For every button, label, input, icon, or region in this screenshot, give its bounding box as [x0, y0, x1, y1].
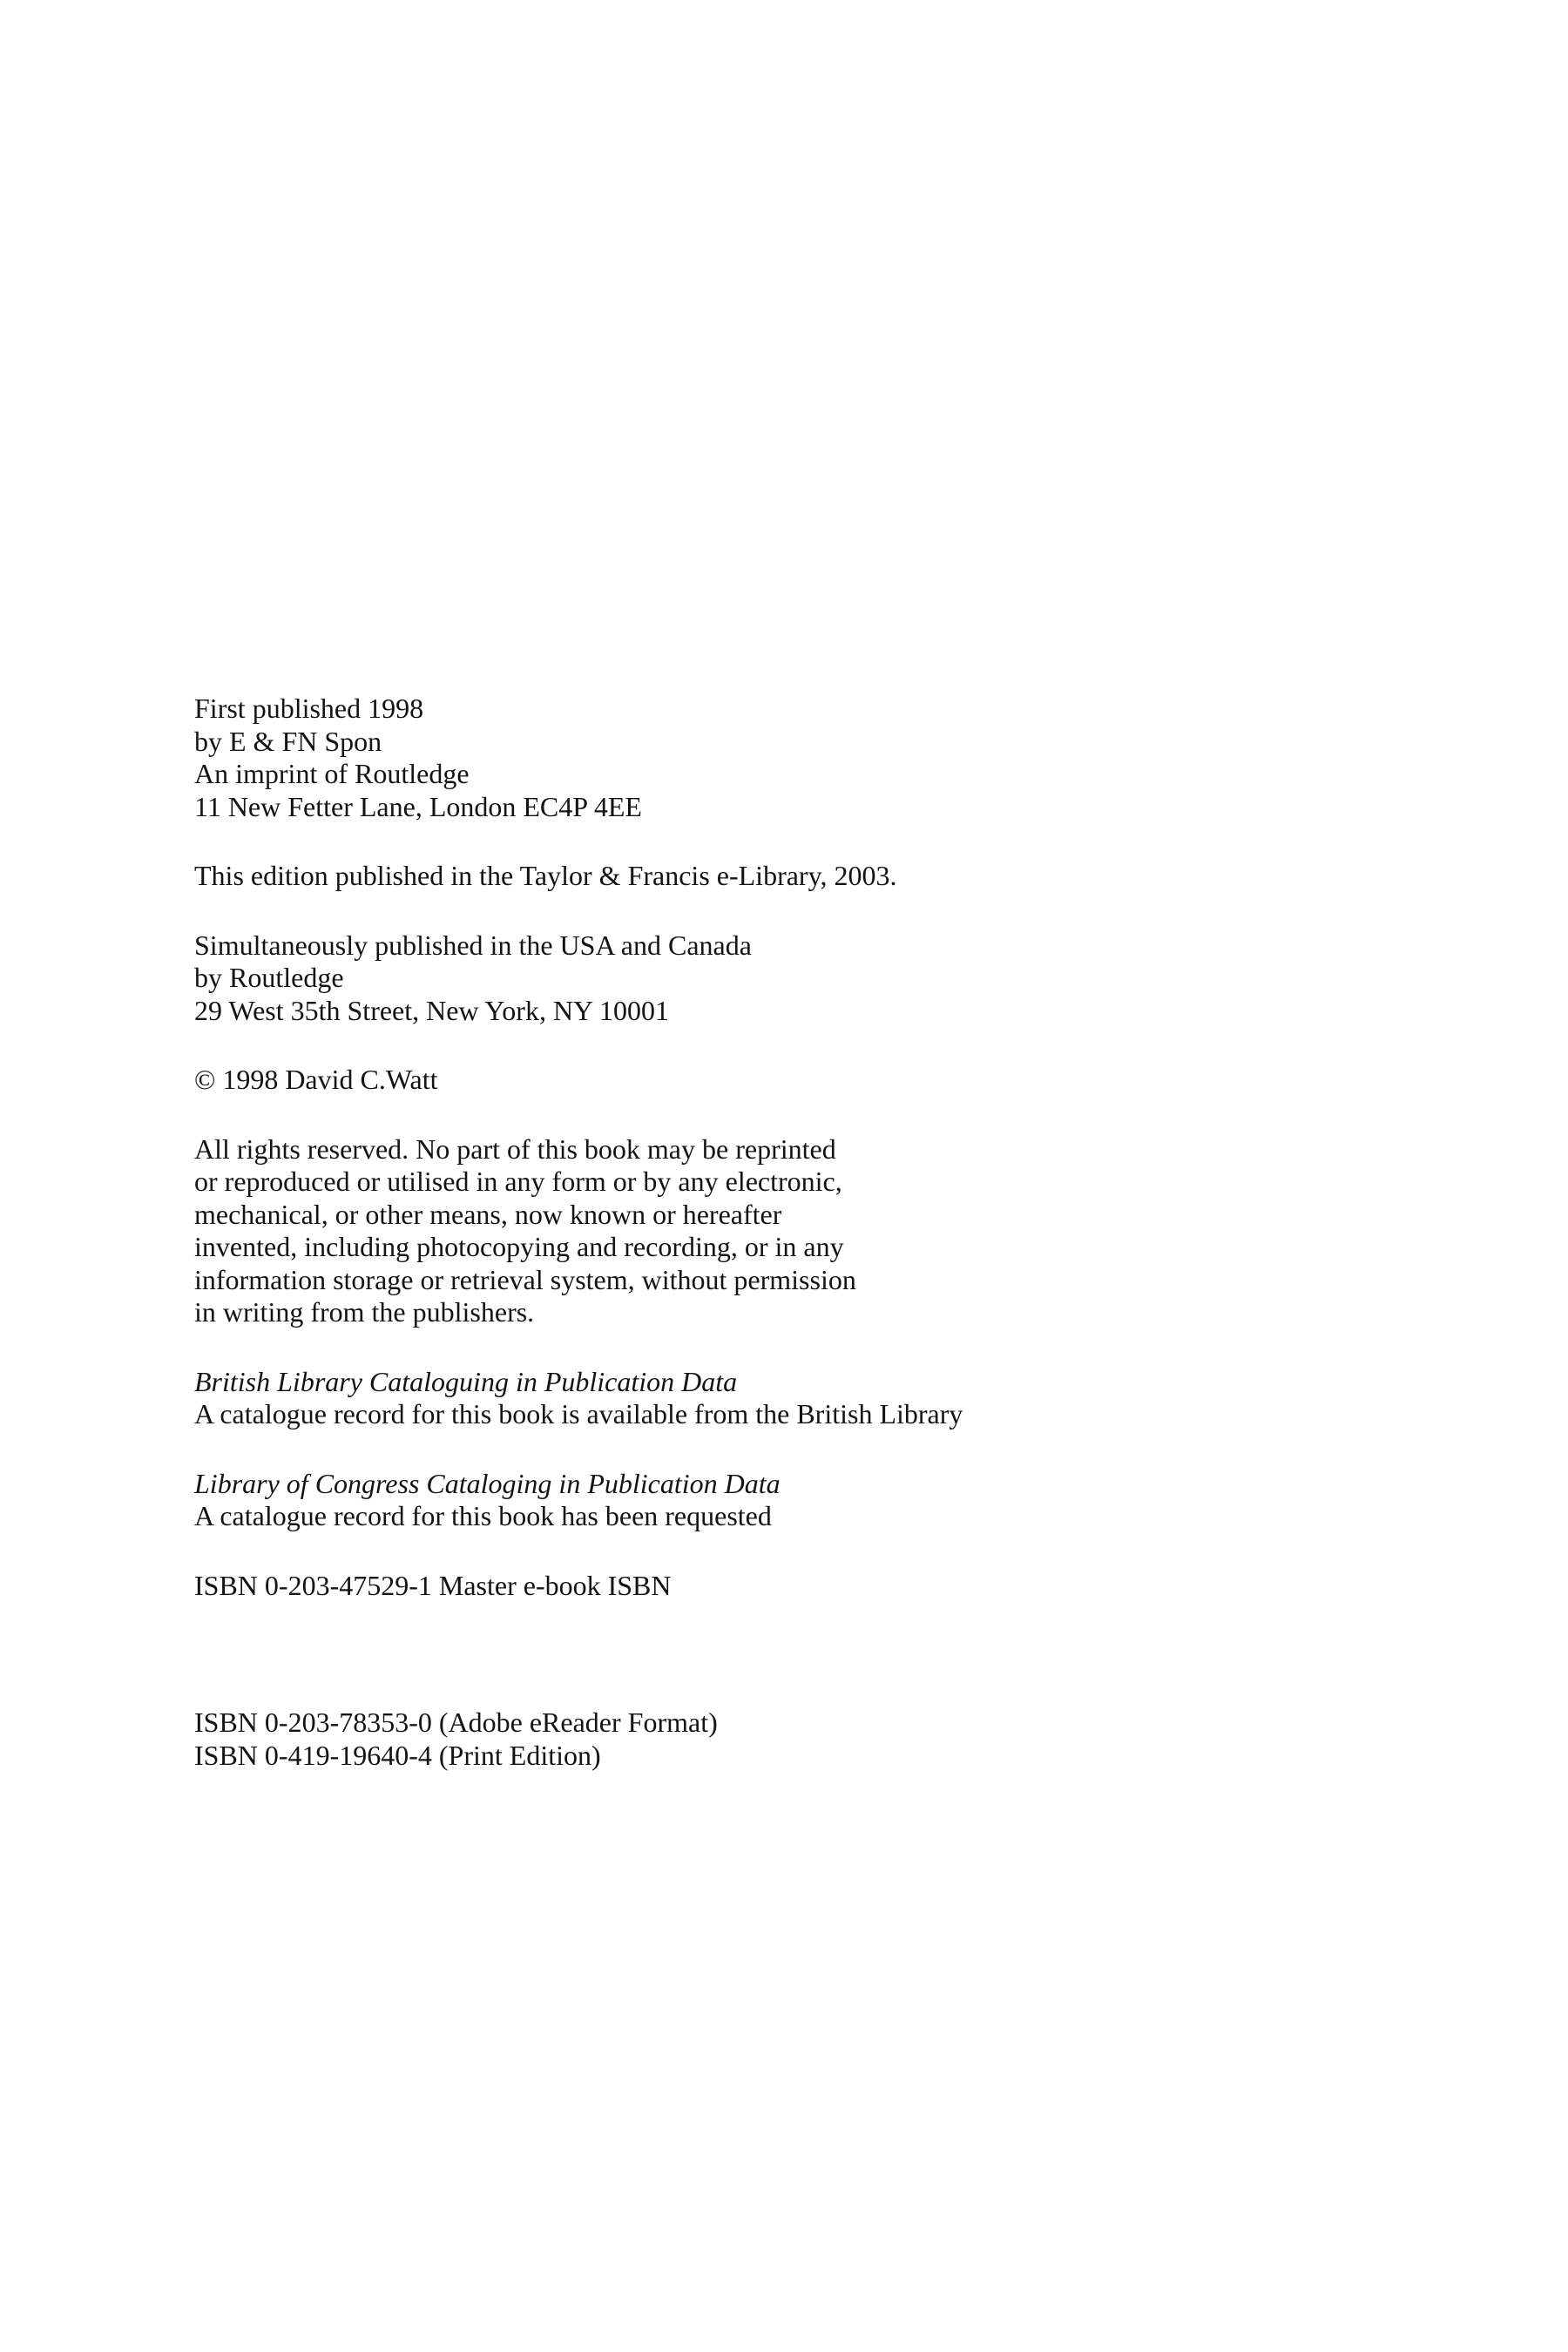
library-of-congress-block: [194, 1468, 1414, 1533]
rights-line: or reproduced or utilised in any form or by any electronic,: [194, 1166, 842, 1197]
isbn-master: ISBN 0-203-47529-1 Master e-book ISBN: [194, 1569, 672, 1601]
isbn-adobe: ISBN 0-203-78353-0 (Adobe eReader Format): [194, 1707, 718, 1738]
rights-line: All rights reserved. No part of this book may be reprinted: [194, 1132, 836, 1165]
us-publisher: by Routledge: [194, 962, 344, 993]
isbn-formats-block: [194, 1707, 1414, 1772]
first-published-line: First published 1998: [194, 693, 424, 724]
rights-line: information storage or retrieval system, without permission: [194, 1263, 856, 1295]
library-of-congress-heading: Library of Congress Cataloging in Publication Data: [194, 1467, 781, 1499]
us-statement: Simultaneously published in the USA and Canada: [194, 929, 752, 961]
imprint-text: [194, 693, 1414, 1772]
ebook-edition-block: [194, 860, 1414, 893]
isbn-master-block: [194, 1570, 1414, 1603]
rights-line: mechanical, or other means, now known or hereafter: [194, 1198, 782, 1230]
ebook-edition-line: This edition published in the Taylor & Francis e-Library, 2003.: [194, 860, 897, 891]
publisher-line: by E & FN Spon: [194, 725, 382, 757]
british-library-text: A catalogue record for this book is available from the British Library: [194, 1398, 963, 1429]
us-publication-block: [194, 929, 1414, 1028]
library-of-congress-text: A catalogue record for this book has been requested: [194, 1500, 772, 1531]
copyright-block: [194, 1064, 1414, 1097]
publisher-address: 11 New Fetter Lane, London EC4P 4EE: [194, 790, 642, 822]
copyright-line: © 1998 David C.Watt: [194, 1064, 438, 1095]
british-library-block: [194, 1366, 1414, 1431]
us-address: 29 West 35th Street, New York, NY 10001: [194, 994, 669, 1026]
british-library-heading: British Library Cataloguing in Publication Data: [194, 1365, 738, 1397]
rights-block: [194, 1133, 1414, 1329]
publication-block: [194, 693, 1414, 823]
isbn-print: ISBN 0-419-19640-4 (Print Edition): [194, 1739, 601, 1771]
imprint-line: An imprint of Routledge: [194, 758, 470, 789]
rights-line: in writing from the publishers.: [194, 1296, 535, 1328]
rights-line: invented, including photocopying and recording, or in any: [194, 1231, 844, 1262]
